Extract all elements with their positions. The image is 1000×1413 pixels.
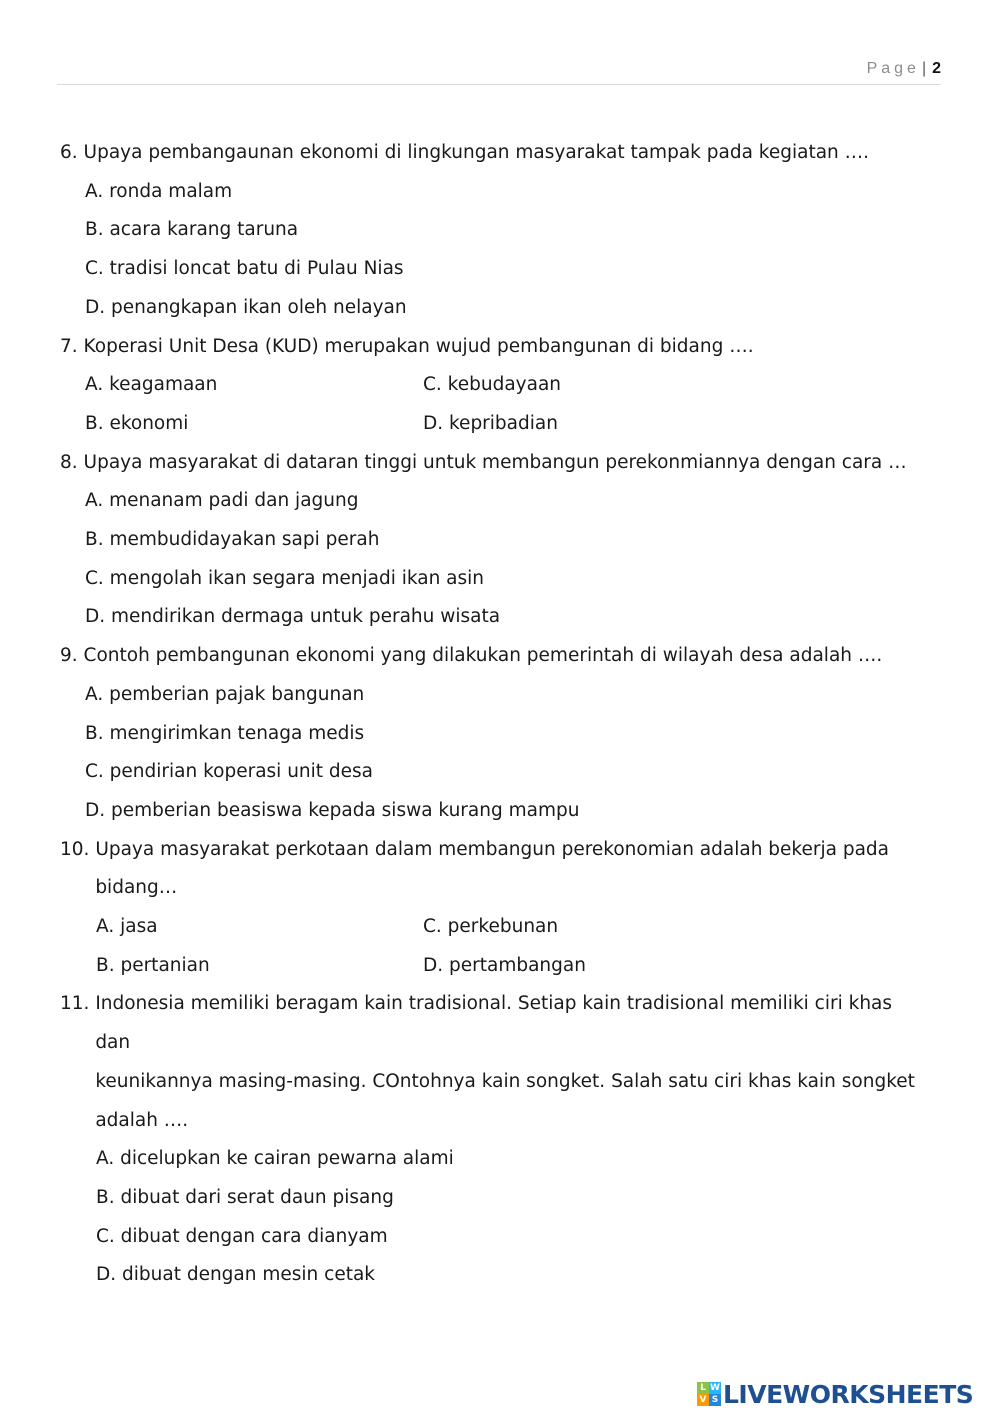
option-a[interactable]: A. pemberian pajak bangunan [85, 683, 365, 705]
option-d[interactable]: D. mendirikan dermaga untuk perahu wisata [85, 606, 501, 628]
question-text-line: Indonesia memiliki beragam kain tradisional. Setiap kain tradisional memiliki ciri khas dan [95, 993, 893, 1054]
question-text-line: bidang… [95, 877, 178, 899]
option-c[interactable]: C. tradisi loncat batu di Pulau Nias [85, 258, 404, 280]
question-number: 9. [60, 645, 78, 667]
question-list [60, 134, 930, 1295]
option-b[interactable]: B. pertanian [96, 954, 210, 976]
option-d[interactable]: D. dibuat dengan mesin cetak [96, 1264, 376, 1286]
option-b[interactable]: B. membudidayakan sapi perah [85, 529, 380, 551]
question-number: 8. [60, 451, 78, 473]
option-c[interactable]: C. mengolah ikan segara menjadi ikan asin [85, 567, 485, 589]
question-text-line: adalah …. [95, 1109, 189, 1131]
question-10 [60, 831, 930, 986]
logo-text: LIVEWORKSHEETS [723, 1379, 974, 1409]
option-c[interactable]: C. pendirian koperasi unit desa [85, 761, 374, 783]
option-b[interactable]: B. ekonomi [85, 412, 189, 434]
option-a[interactable]: A. ronda malam [85, 180, 233, 202]
option-c[interactable]: C. kebudayaan [423, 374, 562, 396]
question-text [95, 831, 930, 908]
option-b[interactable]: B. acara karang taruna [85, 219, 299, 241]
option-d[interactable]: D. pemberian beasiswa kepada siswa kurang mampu [85, 799, 580, 821]
question-6 [60, 134, 930, 328]
question-text: Upaya pembangaunan ekonomi di lingkungan masyarakat tampak pada kegiatan …. [83, 142, 870, 163]
question-text: Koperasi Unit Desa (KUD) merupakan wujud pembangunan di bidang …. [83, 335, 754, 357]
question-11 [60, 985, 930, 1295]
option-a[interactable]: A. keagamaan [85, 374, 218, 396]
option-d[interactable]: D. kepribadian [423, 412, 558, 434]
question-number: 10. [60, 838, 90, 860]
question-number: 7. [60, 335, 78, 357]
page-number: 2 [932, 60, 941, 77]
option-d[interactable]: D. pertambangan [423, 954, 586, 976]
option-c[interactable]: C. perkebunan [423, 916, 559, 938]
liveworksheets-logo[interactable] [697, 1379, 973, 1409]
question-text-line: Upaya masyarakat perkotaan dalam membangun perekonomian adalah bekerja pada [95, 838, 889, 860]
question-text: Upaya masyarakat di dataran tinggi untuk membangun perekonmiannya dengan cara … [83, 451, 907, 473]
question-number: 11. [60, 993, 90, 1015]
question-9 [60, 637, 930, 831]
option-a[interactable]: A. jasa [96, 916, 158, 938]
question-7 [60, 328, 930, 444]
question-number: 6. [60, 142, 78, 163]
question-text-line: keunikannya masing-masing. COntohnya kain songket. Salah satu ciri khas kain songket [95, 1070, 915, 1092]
option-a[interactable]: A. menanam padi dan jagung [85, 490, 359, 512]
option-b[interactable]: B. dibuat dari serat daun pisang [96, 1186, 394, 1208]
question-text: Contoh pembangunan ekonomi yang dilakukan pemerintah di wilayah desa adalah …. [83, 645, 883, 667]
question-text [95, 985, 930, 1140]
page-label [867, 60, 941, 78]
option-d[interactable]: D. penangkapan ikan oleh nelayan [85, 296, 407, 318]
option-c[interactable]: C. dibuat dengan cara dianyam [96, 1225, 388, 1247]
option-a[interactable]: A. dicelupkan ke cairan pewarna alami [96, 1148, 454, 1170]
page-word: Page [866, 60, 920, 77]
page-separator: | [921, 60, 927, 77]
page-header [57, 58, 941, 85]
logo-mark-icon: L W V S [697, 1382, 721, 1406]
question-8 [60, 444, 930, 638]
option-b[interactable]: B. mengirimkan tenaga medis [85, 722, 365, 744]
